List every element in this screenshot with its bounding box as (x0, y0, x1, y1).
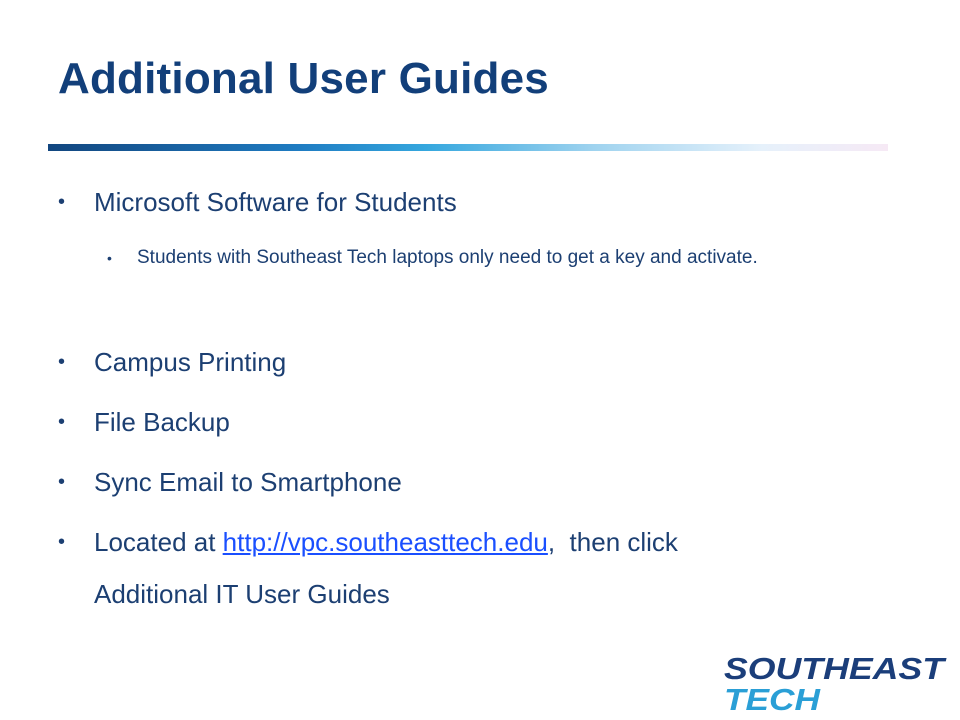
bullet-text: File Backup (94, 407, 230, 437)
slide-title: Additional User Guides (58, 54, 549, 103)
bullet-text-line2: Additional IT User Guides (94, 579, 390, 609)
bullet-text: Microsoft Software for Students (94, 187, 457, 217)
bullet-microsoft-software (58, 176, 457, 228)
bullet-text-suffix: , then click (547, 527, 678, 557)
bullet-text: Campus Printing (94, 347, 287, 377)
vpc-link[interactable]: http://vpc.southeasttech.edu (222, 527, 548, 557)
bullet-text: Sync Email to Smartphone (94, 467, 402, 497)
bullet-dot-icon: • (107, 250, 112, 266)
logo-southeast-text: SOUTHEAST (724, 652, 948, 686)
bullet-dot-icon: • (58, 351, 66, 373)
sub-bullet-text: Students with Southeast Tech laptops only need to get a key and activate. (137, 247, 758, 268)
bullet-located-at (58, 516, 894, 620)
bullet-text: Located at (94, 527, 223, 557)
bullet-campus-printing (58, 336, 287, 388)
southeast-tech-logo (722, 652, 948, 712)
sub-bullet-laptops (107, 233, 917, 283)
bullet-dot-icon: • (58, 471, 66, 493)
bullet-file-backup (58, 396, 230, 448)
bullet-dot-icon: • (58, 531, 66, 553)
bullet-sync-email (58, 456, 402, 508)
bullet-dot-icon: • (58, 411, 66, 433)
bullet-dot-icon: • (58, 191, 66, 213)
logo-tech-text: TECH (724, 682, 821, 712)
